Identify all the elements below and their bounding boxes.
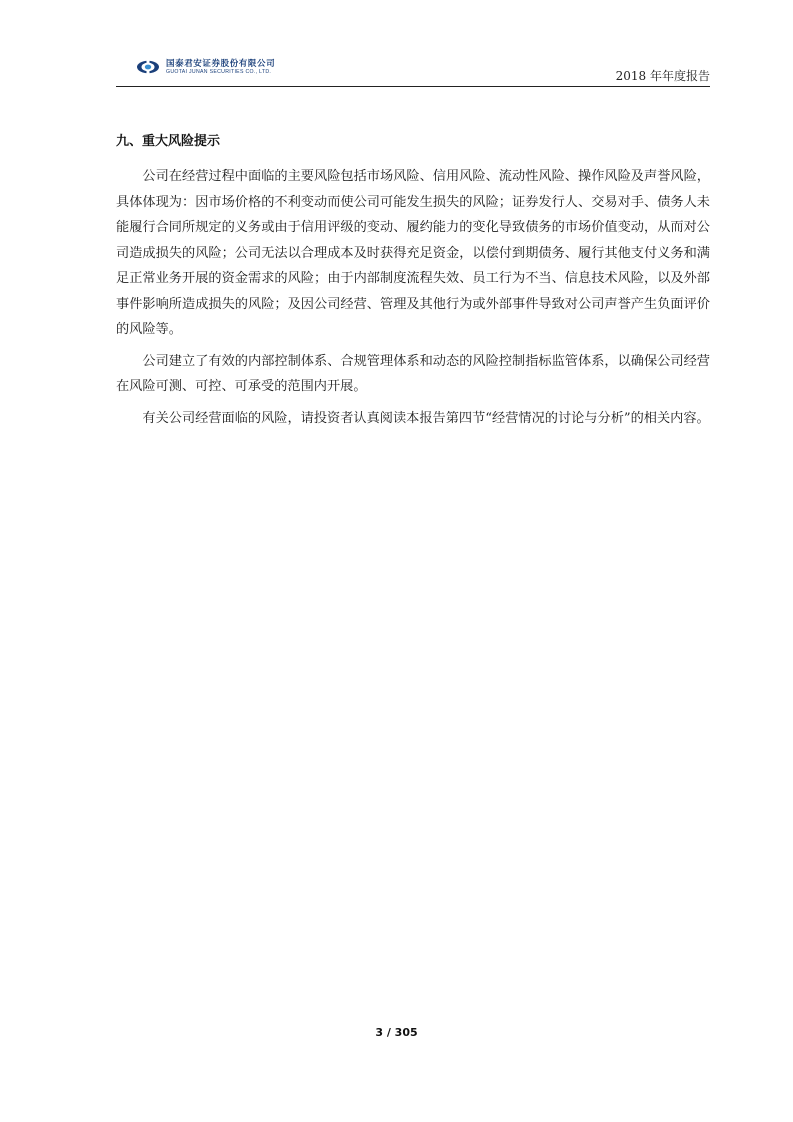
logo-company-name-cn: 国泰君安证券股份有限公司: [166, 59, 276, 69]
company-logo: [136, 60, 275, 75]
section-heading: 九、重大风险提示: [116, 134, 221, 149]
page-header: [116, 58, 710, 87]
paragraph-main-risks: 公司在经营过程中面临的主要风险包括市场风险、信用风险、流动性风险、操作风险及声誉风险，具体体现为：因市场价格的不利变动而使公司可能发生损失的风险；证券发行人、交易对手、债务人未能履行合同所规定的义务或由于信用评级的变动、履约能力的变化导致债务的市场价值变动，从而对公司造成损失的风险；公司无法以合理成本及时获得充足资金，以偿付到期债务、履行其他支付义务和满足正常业务开展的资金需求的风险；由于内部制度流程失效、员工行为不当、信息技术风险，以及外部事件影响所造成损失的风险；及因公司经营、管理及其他行为或外部事件导致对公司声誉产生负面评价的风险等。: [116, 169, 710, 337]
paragraph-risk-control: 公司建立了有效的内部控制体系、合规管理体系和动态的风险控制指标监管体系，以确保公司经营在风险可测、可控、可承受的范围内开展。: [116, 353, 710, 394]
gtja-logo-icon: [136, 60, 160, 74]
page-number: 3 / 305: [375, 1026, 418, 1039]
report-title: 2018 年年度报告: [615, 69, 710, 83]
logo-company-name-en: GUOTAI JUNAN SECURITIES CO., LTD.: [166, 68, 272, 75]
paragraph-reference: 有关公司经营面临的风险，请投资者认真阅读本报告第四节“经营情况的讨论与分析”的相关内容。: [142, 410, 710, 426]
section-body: [116, 164, 710, 437]
